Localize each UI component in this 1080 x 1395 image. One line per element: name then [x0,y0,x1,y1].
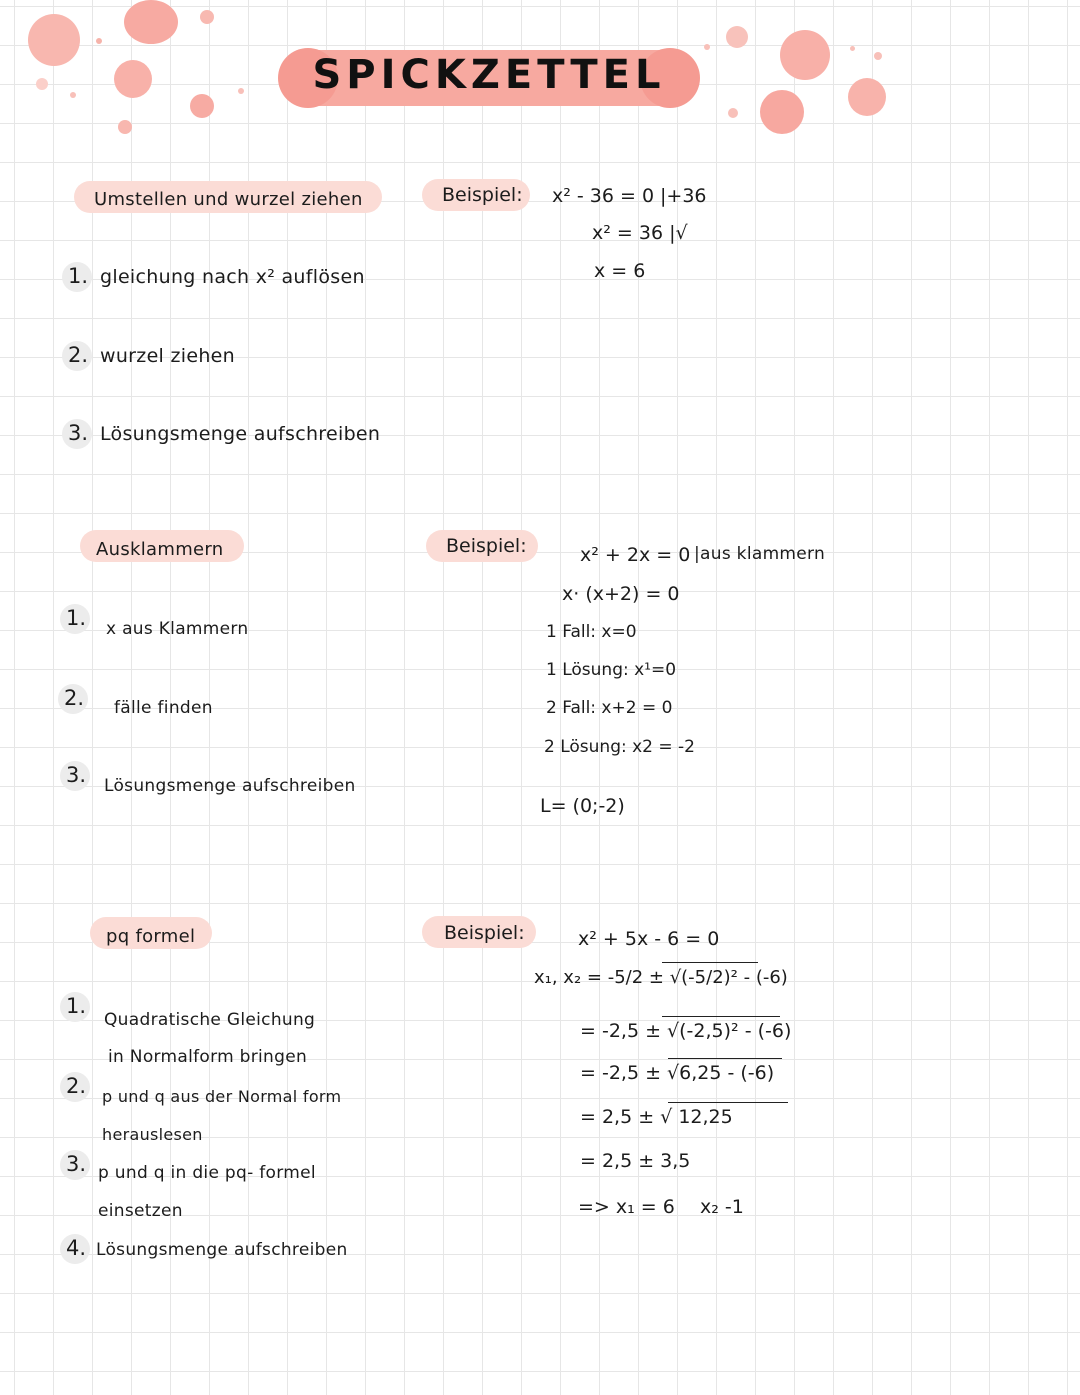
example-line: 2 Fall: x+2 = 0 [546,698,673,718]
step-number: 3. [66,1152,87,1176]
example-line: = -2,5 ± √(-2,5)² - (-6) [580,1020,792,1042]
example-label: Beispiel: [442,184,523,206]
step-number: 3. [68,421,89,445]
example-line: 2 Lösung: x2 = -2 [544,737,695,757]
step-text: fälle finden [114,698,213,718]
example-note: |aus klammern [694,544,826,564]
root-bar [662,1016,780,1017]
section-2-heading: Ausklammern [96,539,224,560]
step-text: wurzel ziehen [100,345,235,367]
example-line: => x₁ = 6 [578,1196,675,1218]
root-bar [668,1058,782,1059]
example-line: x² + 2x = 0 [580,544,691,566]
step-text: p und q aus der Normal form [102,1087,342,1106]
example-line: = 2,5 ± √ 12,25 [580,1106,733,1128]
step-text: Lösungsmenge aufschreiben [104,776,356,796]
example-line: x₂ -1 [700,1196,744,1218]
step-number: 2. [64,686,85,710]
example-line: 1 Lösung: x¹=0 [546,660,677,680]
example-label: Beispiel: [444,922,525,944]
step-text: einsetzen [98,1201,183,1221]
example-line: = 2,5 ± 3,5 [580,1150,691,1172]
solution-set: L= (0;-2) [540,795,625,817]
step-text: herauslesen [102,1125,203,1144]
step-text: gleichung nach x² auflösen [100,266,365,288]
root-bar [668,1102,788,1103]
step-number: 1. [66,994,87,1018]
example-line: x² + 5x - 6 = 0 [578,928,720,950]
page-title: SPICKZETTEL [312,52,666,98]
step-text: x aus Klammern [106,619,249,639]
step-number: 2. [66,1074,87,1098]
root-bar [662,962,758,963]
example-line: = -2,5 ± √6,25 - (-6) [580,1062,775,1084]
example-line: x² - 36 = 0 [552,185,655,207]
example-label: Beispiel: [446,535,527,557]
step-text: p und q in die pq- formel [98,1163,316,1183]
example-line: x₁, x₂ = -5/2 ± √(-5/2)² - (-6) [534,967,788,988]
example-line: x· (x+2) = 0 [562,583,680,605]
step-number: 2. [68,343,89,367]
step-number: 1. [68,264,89,288]
example-note: |+36 [660,185,707,207]
step-number: 1. [66,606,87,630]
step-text: Lösungsmenge aufschreiben [96,1240,348,1260]
step-text: in Normalform bringen [108,1047,308,1067]
example-line: x² = 36 |√ [592,222,688,244]
section-3-heading: pq formel [106,926,196,947]
step-number: 4. [66,1236,87,1260]
example-line: 1 Fall: x=0 [546,622,637,642]
step-text: Lösungsmenge aufschreiben [100,423,381,445]
step-number: 3. [66,763,87,787]
step-text: Quadratische Gleichung [104,1010,316,1030]
example-line: x = 6 [594,260,646,282]
section-1-heading: Umstellen und wurzel ziehen [94,189,363,210]
